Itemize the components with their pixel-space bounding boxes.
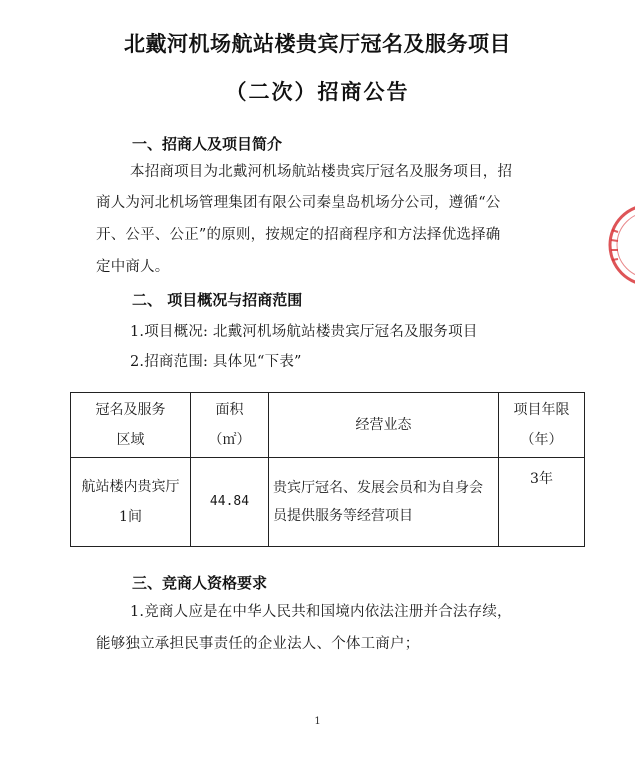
red-seal-stamp bbox=[598, 200, 635, 290]
bid-scope-table bbox=[70, 392, 585, 547]
section-2-line-1: 1.项目概况: 北戴河机场航站楼贵宾厅冠名及服务项目 bbox=[130, 324, 478, 340]
section-3-line-1: 1.竞商人应是在中华人民共和国境内依法注册并合法存续， bbox=[130, 604, 512, 620]
section-2-line-2: 2.招商范围: 具体见“下表” bbox=[130, 354, 302, 370]
cell-business-line-2: 员提供服务等经营项目 bbox=[273, 508, 413, 524]
table-row bbox=[71, 458, 585, 547]
section-1-line-4: 定中商人。 bbox=[96, 259, 170, 275]
header-term-line-2: （年） bbox=[520, 432, 563, 448]
page-number: 1 bbox=[314, 716, 321, 727]
title-line-2: （二次）招商公告 bbox=[225, 80, 410, 104]
header-area-line-2: 区域 bbox=[116, 432, 145, 448]
header-area-line-1: 冠名及服务 bbox=[95, 402, 166, 418]
header-term-line-1: 项目年限 bbox=[513, 402, 570, 418]
cell-business-line-1: 贵宾厅冠名、发展会员和为自身会 bbox=[273, 480, 483, 496]
title-line-1: 北戴河机场航站楼贵宾厅冠名及服务项目 bbox=[124, 32, 511, 56]
cell-area-line-2: 1间 bbox=[119, 509, 142, 525]
cell-area bbox=[71, 458, 191, 547]
header-business: 经营业态 bbox=[269, 393, 499, 458]
section-1-line-1: 本招商项目为北戴河机场航站楼贵宾厅冠名及服务项目，招 bbox=[130, 164, 513, 180]
section-1-line-3: 开、公平、公正”的原则，按规定的招商程序和方法择优选择确 bbox=[96, 227, 501, 243]
cell-business bbox=[269, 458, 499, 547]
section-3-line-2: 能够独立承担民事责任的企业法人、个体工商户； bbox=[96, 636, 420, 652]
cell-size: 44.84 bbox=[191, 458, 269, 547]
header-area bbox=[71, 393, 191, 458]
section-2-heading: 二、 项目概况与招商范围 bbox=[132, 291, 303, 309]
header-size-line-2: （㎡） bbox=[208, 432, 251, 448]
header-size-line-1: 面积 bbox=[215, 402, 244, 418]
table-header-row bbox=[71, 393, 585, 458]
header-term bbox=[499, 393, 585, 458]
header-size bbox=[191, 393, 269, 458]
cell-term: 3年 bbox=[499, 458, 585, 547]
section-1-line-2: 商人为河北机场管理集团有限公司秦皇岛机场分公司，遵循“公 bbox=[96, 195, 501, 211]
cell-area-line-1: 航站楼内贵宾厅 bbox=[81, 479, 180, 495]
section-3-heading: 三、竞商人资格要求 bbox=[132, 574, 268, 592]
section-1-heading: 一、招商人及项目简介 bbox=[132, 135, 283, 153]
